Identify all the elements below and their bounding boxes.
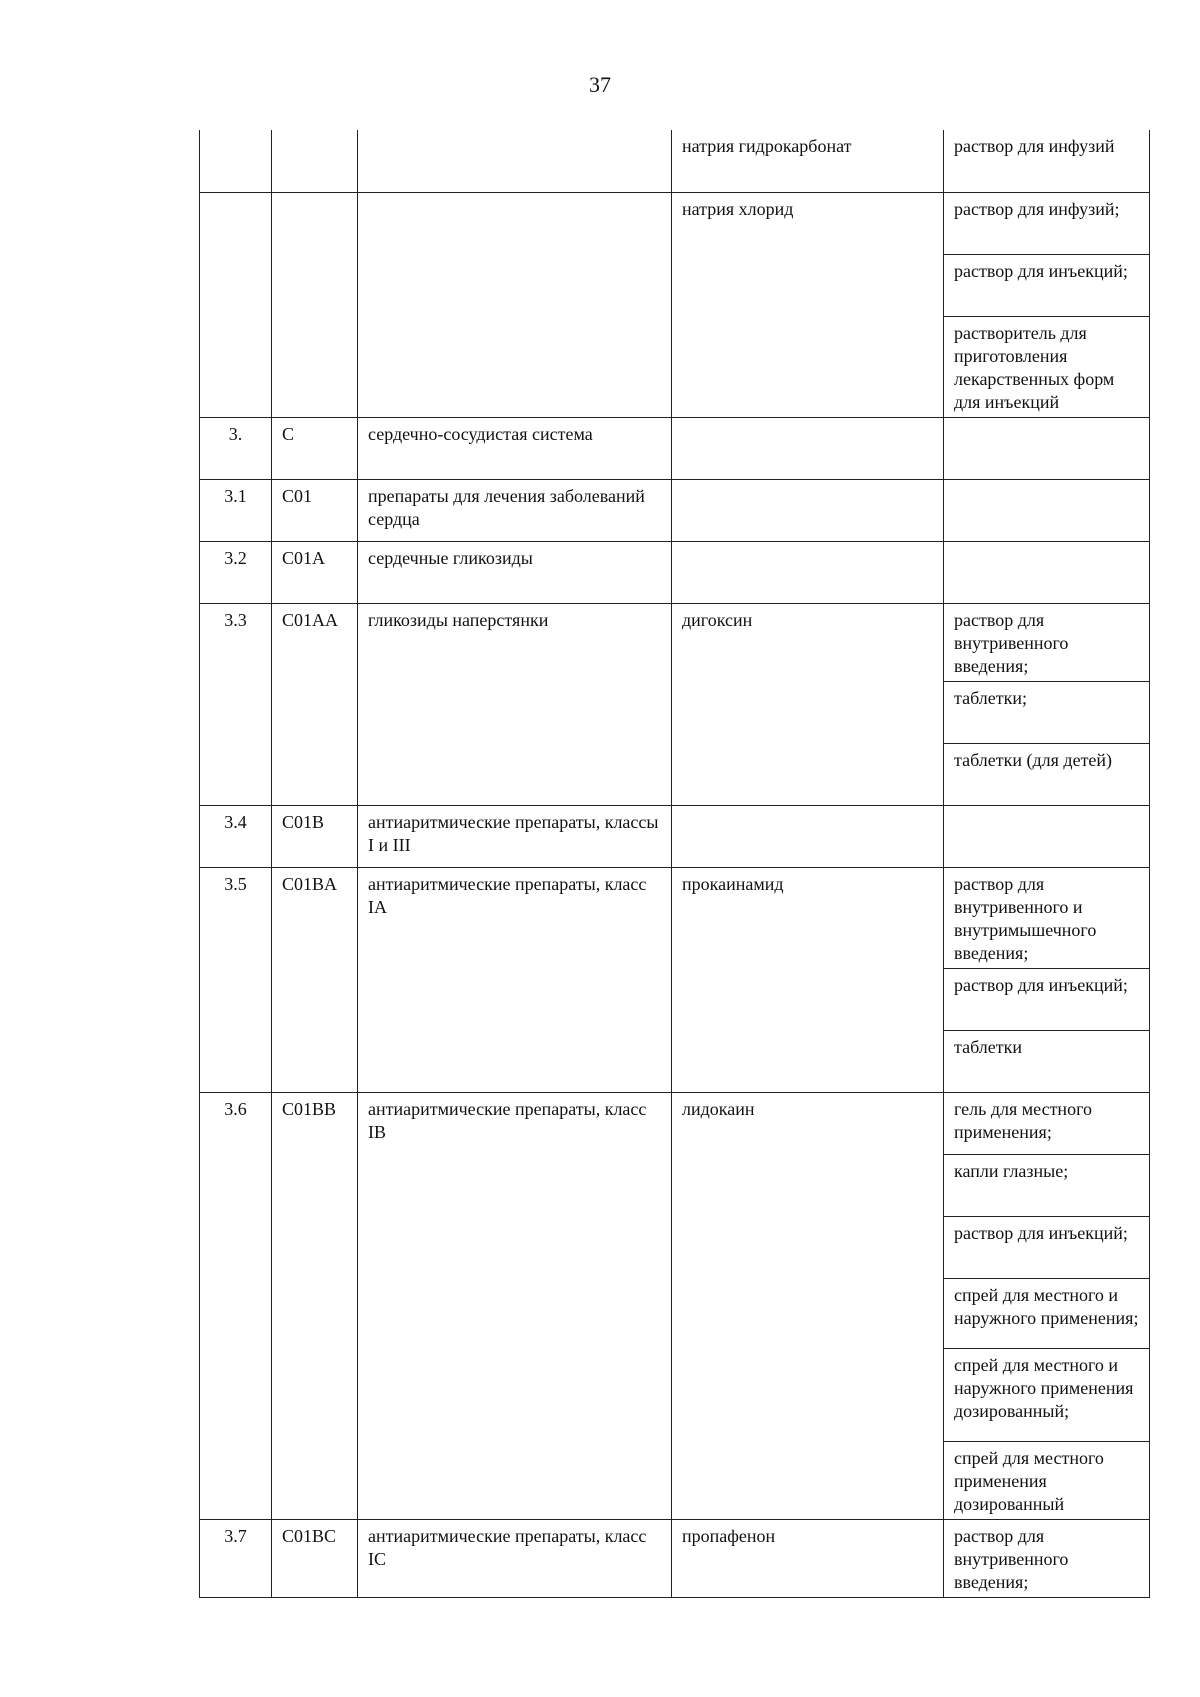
drug-name-cell — [672, 479, 944, 541]
row-number-cell: 3. — [200, 417, 272, 479]
atc-code-cell — [272, 130, 358, 192]
row-number-cell: 3.1 — [200, 479, 272, 541]
atc-code-cell: C01BC — [272, 1519, 358, 1597]
atc-code-cell: C01BB — [272, 1092, 358, 1519]
atc-code-cell: C01AA — [272, 603, 358, 805]
dosage-form-cell: спрей для местного применения дозированный — [944, 1441, 1150, 1519]
table-row — [200, 417, 1150, 479]
row-number-cell: 3.6 — [200, 1092, 272, 1519]
dosage-form-cell: таблетки (для детей) — [944, 743, 1150, 805]
drug-name-cell: лидокаин — [672, 1092, 944, 1519]
dosage-form-cell: раствор для инъекций; — [944, 254, 1150, 316]
row-number-cell: 3.5 — [200, 867, 272, 1092]
table-row — [200, 192, 1150, 254]
dosage-form-cell: раствор для внутривенного введения; — [944, 1519, 1150, 1597]
group-name-cell — [358, 192, 672, 417]
table-row — [200, 805, 1150, 867]
dosage-form-cell: капли глазные; — [944, 1154, 1150, 1216]
group-name-cell: препараты для лечения заболеваний сердца — [358, 479, 672, 541]
atc-code-cell: C01A — [272, 541, 358, 603]
table-row — [200, 1092, 1150, 1154]
dosage-form-cell: таблетки — [944, 1030, 1150, 1092]
dosage-form-cell: гель для местного применения; — [944, 1092, 1150, 1154]
drug-classification-table — [199, 130, 1150, 1598]
atc-code-cell: C01B — [272, 805, 358, 867]
dosage-form-cell — [944, 479, 1150, 541]
dosage-form-cell: раствор для инфузий; — [944, 192, 1150, 254]
row-number-cell: 3.2 — [200, 541, 272, 603]
row-number-cell: 3.4 — [200, 805, 272, 867]
group-name-cell: антиаритмические препараты, классы I и III — [358, 805, 672, 867]
dosage-form-cell: раствор для инъекций; — [944, 1216, 1150, 1278]
table-row — [200, 867, 1150, 968]
row-number-cell: 3.7 — [200, 1519, 272, 1597]
row-number-cell: 3.3 — [200, 603, 272, 805]
table-row — [200, 541, 1150, 603]
group-name-cell: сердечные гликозиды — [358, 541, 672, 603]
table-row — [200, 479, 1150, 541]
page-number: 37 — [589, 72, 611, 97]
group-name-cell: сердечно-сосудистая система — [358, 417, 672, 479]
dosage-form-cell: растворитель для приготовления лекарственных форм для инъекций — [944, 316, 1150, 417]
drug-name-cell — [672, 805, 944, 867]
drug-name-cell — [672, 541, 944, 603]
dosage-form-cell — [944, 541, 1150, 603]
dosage-form-cell: таблетки; — [944, 681, 1150, 743]
drug-name-cell: натрия хлорид — [672, 192, 944, 417]
group-name-cell: антиаритмические препараты, класс IA — [358, 867, 672, 1092]
atc-code-cell: C — [272, 417, 358, 479]
dosage-form-cell: спрей для местного и наружного применения; — [944, 1278, 1150, 1348]
drug-name-cell: прокаинамид — [672, 867, 944, 1092]
group-name-cell: антиаритмические препараты, класс IB — [358, 1092, 672, 1519]
table-row — [200, 603, 1150, 681]
dosage-form-cell: спрей для местного и наружного применения дозированный; — [944, 1348, 1150, 1441]
atc-code-cell — [272, 192, 358, 417]
dosage-form-cell: раствор для инъекций; — [944, 968, 1150, 1030]
dosage-form-cell — [944, 417, 1150, 479]
dosage-form-cell: раствор для внутривенного и внутримышечного введения; — [944, 867, 1150, 968]
group-name-cell — [358, 130, 672, 192]
drug-name-cell: дигоксин — [672, 603, 944, 805]
atc-code-cell: C01 — [272, 479, 358, 541]
dosage-form-cell: раствор для инфузий — [944, 130, 1150, 192]
row-number-cell — [200, 192, 272, 417]
dosage-form-cell: раствор для внутривенного введения; — [944, 603, 1150, 681]
drug-name-cell — [672, 417, 944, 479]
drug-name-cell: натрия гидрокарбонат — [672, 130, 944, 192]
group-name-cell: гликозиды наперстянки — [358, 603, 672, 805]
table-row — [200, 130, 1150, 192]
dosage-form-cell — [944, 805, 1150, 867]
row-number-cell — [200, 130, 272, 192]
group-name-cell: антиаритмические препараты, класс IC — [358, 1519, 672, 1597]
table-row — [200, 1519, 1150, 1597]
drug-name-cell: пропафенон — [672, 1519, 944, 1597]
atc-code-cell: C01BA — [272, 867, 358, 1092]
